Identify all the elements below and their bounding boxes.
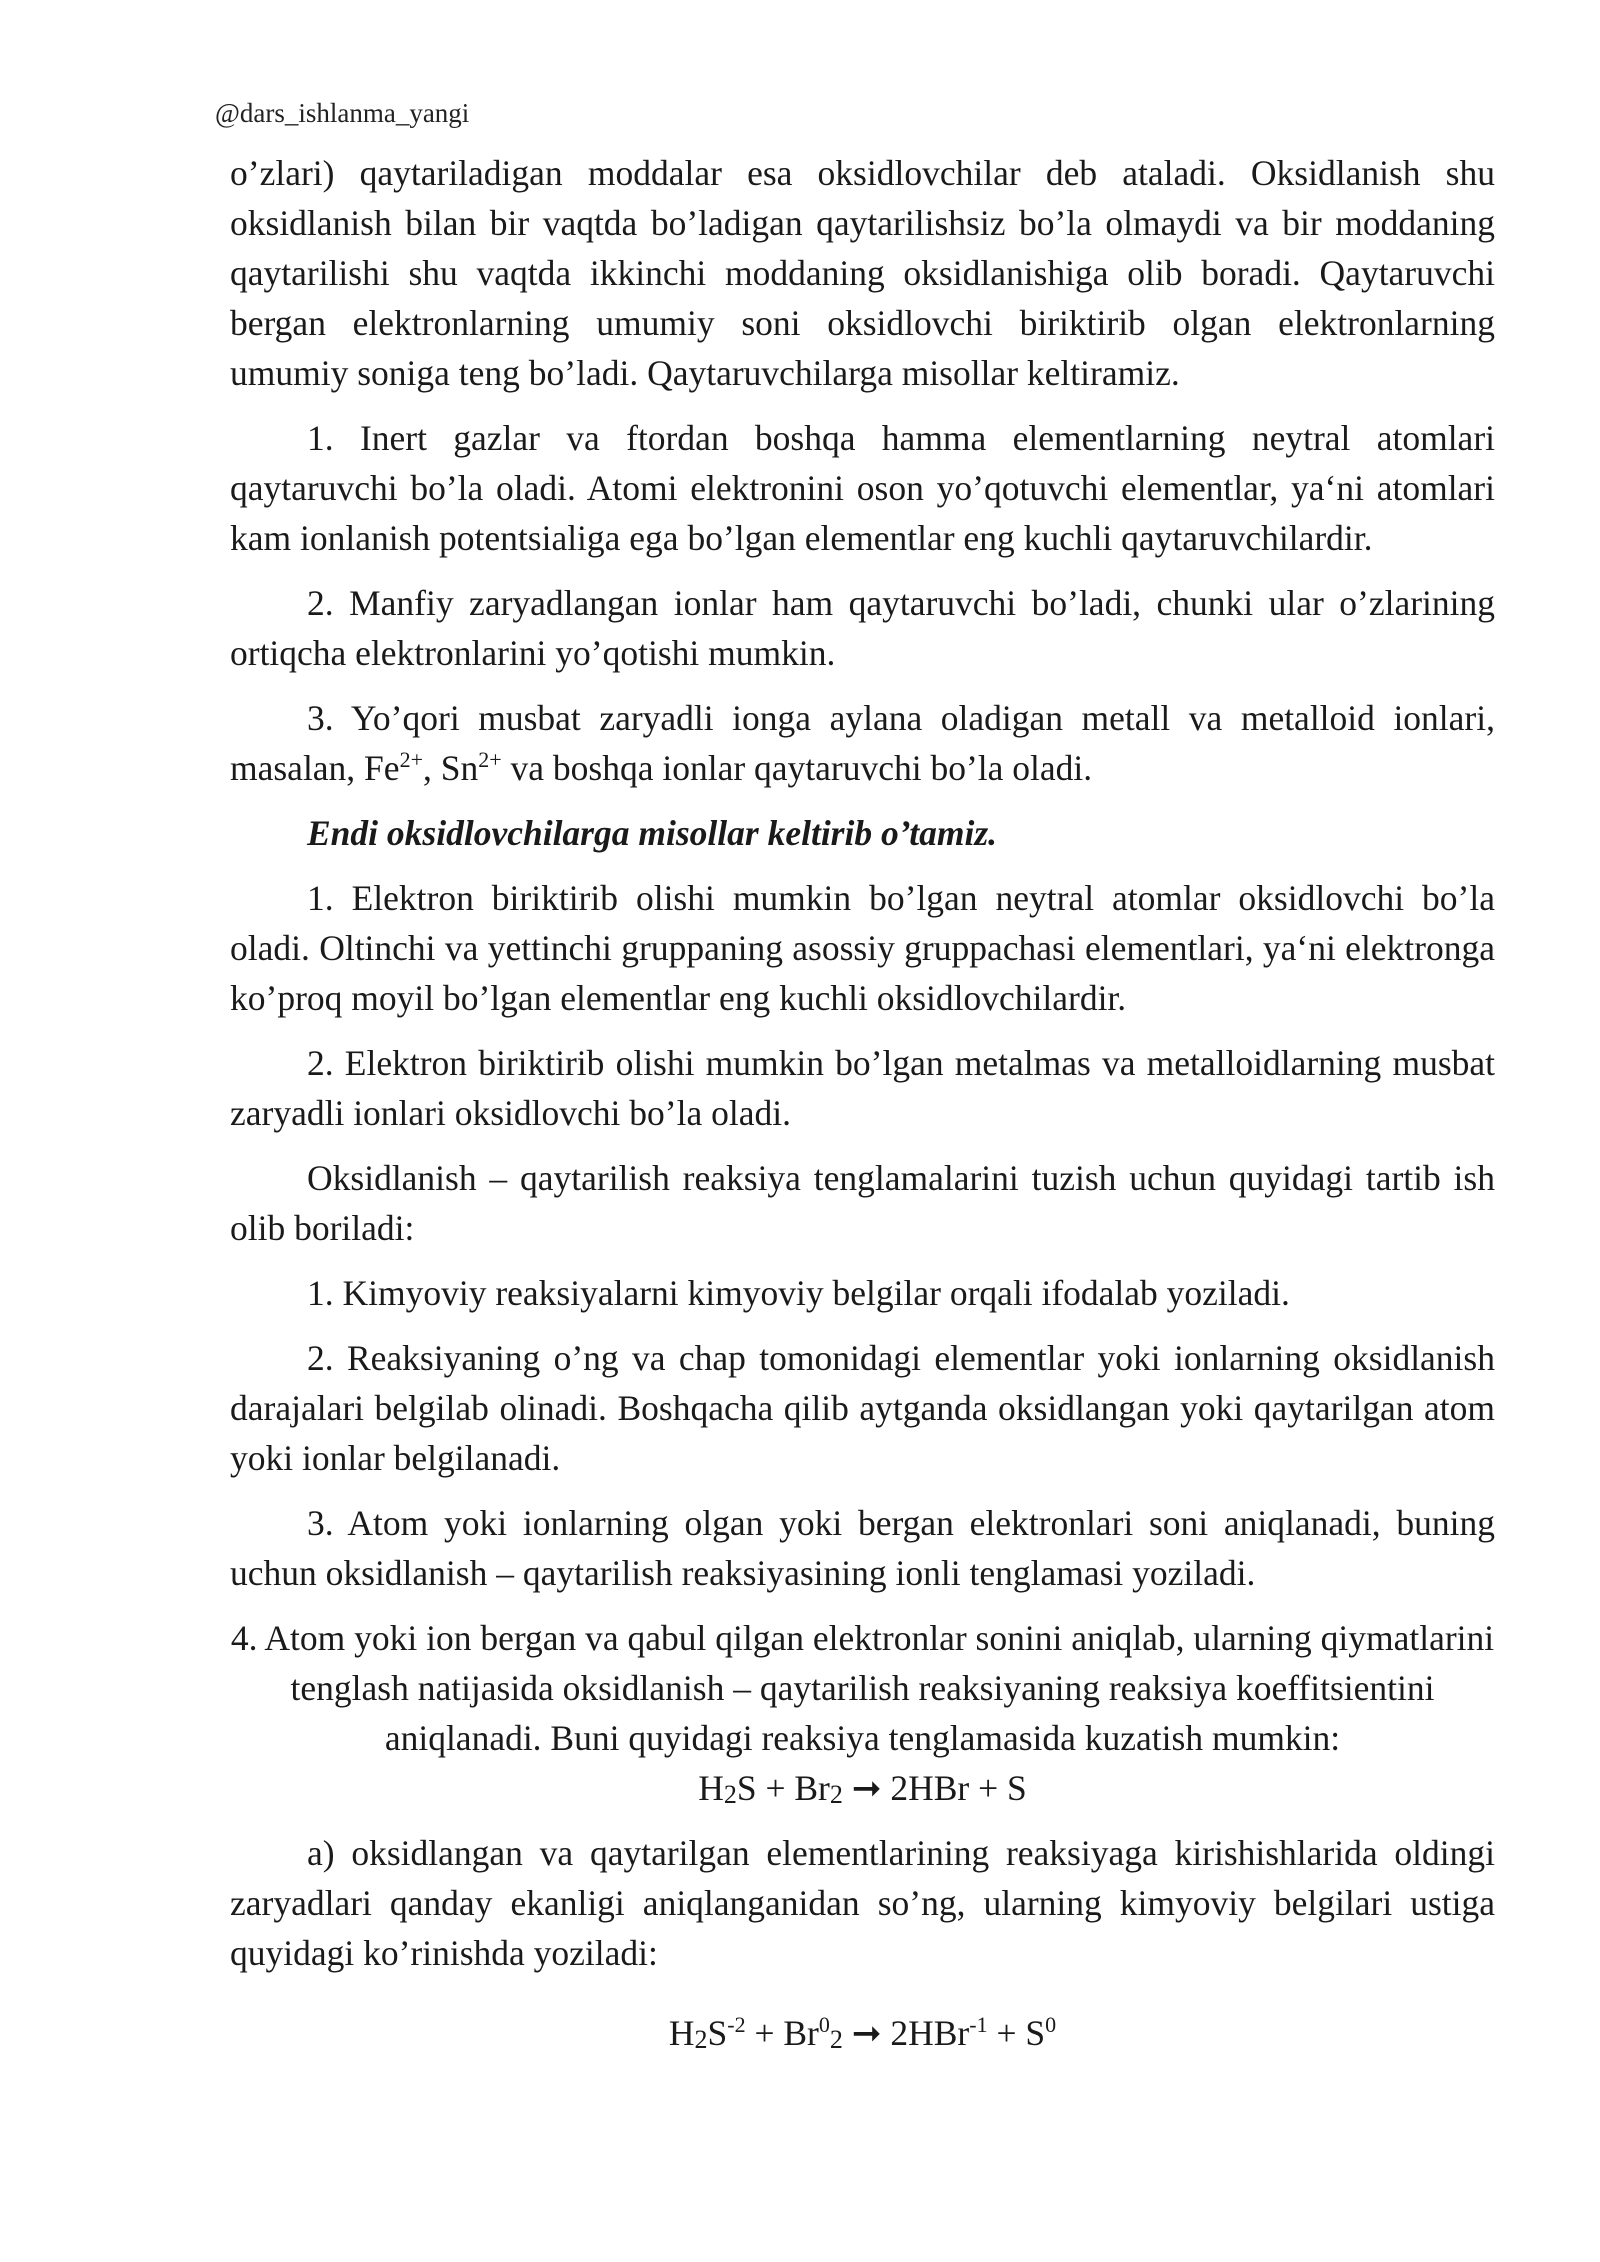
formula-text: H xyxy=(668,2013,695,2053)
page-body xyxy=(230,148,1495,2058)
oxidation-state: 0 xyxy=(818,2012,830,2038)
paragraph-step-4: 4. Atom yoki ion bergan va qabul qilgan elektronlar sonini aniqlab, ularning qiymatlarini tenglash natijasida oksidlanish – qaytarilish reaksiyaning reaksiya koeffitsientini aniqlanadi. Buni quyidagi reaksiya tenglamasida kuzatish mumkin: xyxy=(230,1618,1495,1758)
formula-text: H xyxy=(698,1768,724,1808)
formula-text: ➞ 2HBr xyxy=(842,2013,970,2053)
paragraph-step-1: 1. Kimyoviy reaksiyalarni kimyoviy belgilar orqali ifodalab yoziladi. xyxy=(307,1273,1290,1313)
text-run: va boshqa ionlar qaytaruvchi bo’la oladi. xyxy=(501,748,1093,788)
paragraph-reducer-1: 1. Inert gazlar va ftordan boshqa hamma elementlarning neytral atomlari qaytaruvchi bo’la oladi. Atomi elektronini oson yo’qotuvchi elementlar, ya‘ni atomlari kam ionlanish potentsialiga ega bo’lgan elementlar eng kuchli qaytaruvchilardir. xyxy=(230,418,1495,558)
paragraph-procedure-intro: Oksidlanish – qaytarilish reaksiya tenglamalarini tuzish uchun quyidagi tartib ish olib boriladi: xyxy=(230,1158,1495,1248)
oxidizer-heading-text: Endi oksidlovchilarga misollar keltirib o’tamiz. xyxy=(307,813,998,853)
paragraph-oxidizer-1: 1. Elektron biriktirib olishi mumkin bo’lgan neytral atomlar oksidlovchi bo’la oladi. Oltinchi va yettinchi gruppaning asossiy gruppachasi elementlari, ya‘ni elektronga ko’proq moyil bo’lgan elementlar eng kuchli oksidlovchilardir. xyxy=(230,878,1495,1018)
paragraph-step-2: 2. Reaksiyaning o’ng va chap tomonidagi elementlar yoki ionlarning oksidlanish darajalari belgilab olinadi. Boshqacha qilib aytganda oksidlangan yoki qaytarilgan atom yoki ionlar belgilanadi. xyxy=(230,1338,1495,1478)
formula-text: S + Br xyxy=(736,1768,830,1808)
text-run: 3. Yo’qori musbat zaryadli ionga aylana oladigan metall va metalloid ionlari, masalan, Fe xyxy=(230,698,1495,788)
text-run: , Sn xyxy=(422,748,479,788)
formula-text: ➞ 2HBr + S xyxy=(842,1768,1027,1808)
paragraph-reducer-3 xyxy=(230,693,1495,793)
formula-subscript: 2 xyxy=(829,1780,843,1809)
paragraph-oxidizer-2: 2. Elektron biriktirib olishi mumkin bo’lgan metalmas va metalloidlarning musbat zaryadli ionlari oksidlovchi bo’la oladi. xyxy=(230,1043,1495,1133)
oxidation-state: 0 xyxy=(1045,2012,1057,2038)
formula-text: + S xyxy=(987,2013,1046,2053)
paragraph-step-3: 3. Atom yoki ionlarning olgan yoki bergan elektronlari soni aniqlanadi, buning uchun oksidlanish – qaytarilish reaksiyasining ionli tenglamasi yoziladi. xyxy=(230,1503,1495,1593)
formula-text: S xyxy=(707,2013,728,2053)
formula-subscript: 2 xyxy=(723,1780,737,1809)
channel-header: @dars_ishlanma_yangi xyxy=(215,98,470,128)
charge-superscript: 2+ xyxy=(399,747,423,773)
paragraph-step-a: a) oksidlangan va qaytarilgan elementlarining reaksiyaga kirishishlarida oldingi zaryadlari qanday ekanligi aniqlanganidan so’ng, ularning kimyoviy belgilari ustiga quyidagi ko’rinishda yoziladi: xyxy=(230,1833,1495,1973)
reaction-equation-with-charges xyxy=(230,2008,1495,2058)
oxidizer-heading xyxy=(230,808,1495,858)
formula-text: + Br xyxy=(745,2013,819,2053)
paragraph-intro: o’zlari) qaytariladigan moddalar esa oksidlovchilar deb ataladi. Oksidlanish shu oksidlanish bilan bir vaqtda bo’ladigan qaytarilishsiz bo’la olmaydi va bir moddaning qaytarilishi shu vaqtda ikkinchi moddaning oksidlanishiga olib boradi. Qaytaruvchi bergan elektronlarning umumiy soni oksidlovchi biriktirib olgan elektronlarning umumiy soniga teng bo’ladi. Qaytaruvchilarga misollar keltiramiz. xyxy=(230,153,1495,393)
paragraph-reducer-2: 2. Manfiy zaryadlangan ionlar ham qaytaruvchi bo’ladi, chunki ular o’zlarining ortiqcha elektronlarini yo’qotishi mumkin. xyxy=(230,583,1495,673)
oxidation-state: -1 xyxy=(969,2012,988,2038)
oxidation-state: -2 xyxy=(727,2012,746,2038)
reaction-equation xyxy=(230,1763,1495,1813)
charge-superscript: 2+ xyxy=(478,747,502,773)
formula-subscript: 2 xyxy=(829,2025,843,2054)
formula-subscript: 2 xyxy=(694,2025,708,2054)
